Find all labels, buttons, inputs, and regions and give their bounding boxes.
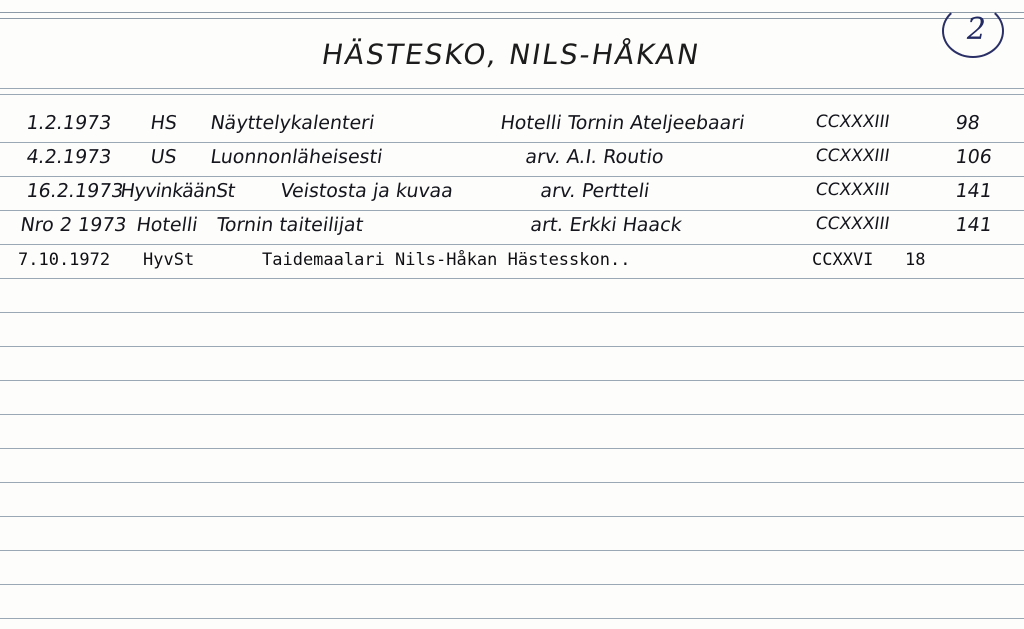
rule-line <box>0 414 1024 415</box>
rule-line <box>0 176 1024 177</box>
entry-title: Taidemaalari Nils-Håkan Hästesskon.. <box>262 250 631 270</box>
rule-line <box>0 312 1024 313</box>
rule-line <box>0 618 1024 619</box>
entry-source: HS <box>149 112 179 134</box>
entry-row <box>0 180 1024 210</box>
rule-line <box>0 550 1024 551</box>
rule-line <box>0 278 1024 279</box>
entry-title: Luonnonläheisesti <box>209 146 384 168</box>
entry-page: 141 <box>954 180 994 202</box>
entry-code: CCXXXIII <box>814 180 891 200</box>
entry-page: 141 <box>954 214 994 236</box>
rule-line <box>0 346 1024 347</box>
rule-line <box>0 380 1024 381</box>
entry-detail: Hotelli Tornin Ateljeebaari <box>499 112 747 134</box>
entry-page: 98 <box>954 112 982 134</box>
entry-code: CCXXXIII <box>814 112 891 132</box>
entry-code: CCXXXIII <box>814 146 891 166</box>
rule-line <box>0 448 1024 449</box>
entry-source: US <box>149 146 179 168</box>
typed-entry-row <box>0 250 1024 276</box>
entry-date: Nro 2 1973 <box>19 214 128 236</box>
entry-source: HyvinkäänSt <box>119 180 237 202</box>
rule-line <box>0 210 1024 211</box>
entry-title: Tornin taiteilijat <box>215 214 365 236</box>
rule-line <box>0 94 1024 95</box>
entry-code: CCXXVI <box>812 250 874 270</box>
entry-row <box>0 214 1024 244</box>
entry-title: Veistosta ja kuvaa <box>279 180 455 202</box>
card-number: 2 <box>966 12 986 47</box>
rule-line <box>0 482 1024 483</box>
entry-date: 7.10.1972 <box>18 250 111 270</box>
rule-line <box>0 142 1024 143</box>
entry-row <box>0 112 1024 142</box>
entry-detail: arv. A.I. Routio <box>524 146 666 168</box>
entry-page: 18 <box>905 250 926 270</box>
rule-line <box>0 18 1024 19</box>
rule-line <box>0 584 1024 585</box>
entry-source: HyvSt <box>143 250 195 270</box>
entry-code: CCXXXIII <box>814 214 891 234</box>
rule-line <box>0 12 1024 13</box>
entry-date: 16.2.1973 <box>25 180 125 202</box>
entry-date: 1.2.1973 <box>25 112 113 134</box>
rule-line <box>0 244 1024 245</box>
entry-title: Näyttelykalenteri <box>209 112 376 134</box>
page-title: HÄSTESKO, NILS-HÅKAN <box>319 38 703 71</box>
entry-source: Hotelli <box>135 214 199 236</box>
entry-detail: art. Erkki Haack <box>529 214 684 236</box>
rule-line <box>0 88 1024 89</box>
entry-detail: arv. Pertteli <box>539 180 651 202</box>
entry-row <box>0 146 1024 176</box>
rule-line <box>0 516 1024 517</box>
entry-page: 106 <box>954 146 994 168</box>
entry-date: 4.2.1973 <box>25 146 113 168</box>
